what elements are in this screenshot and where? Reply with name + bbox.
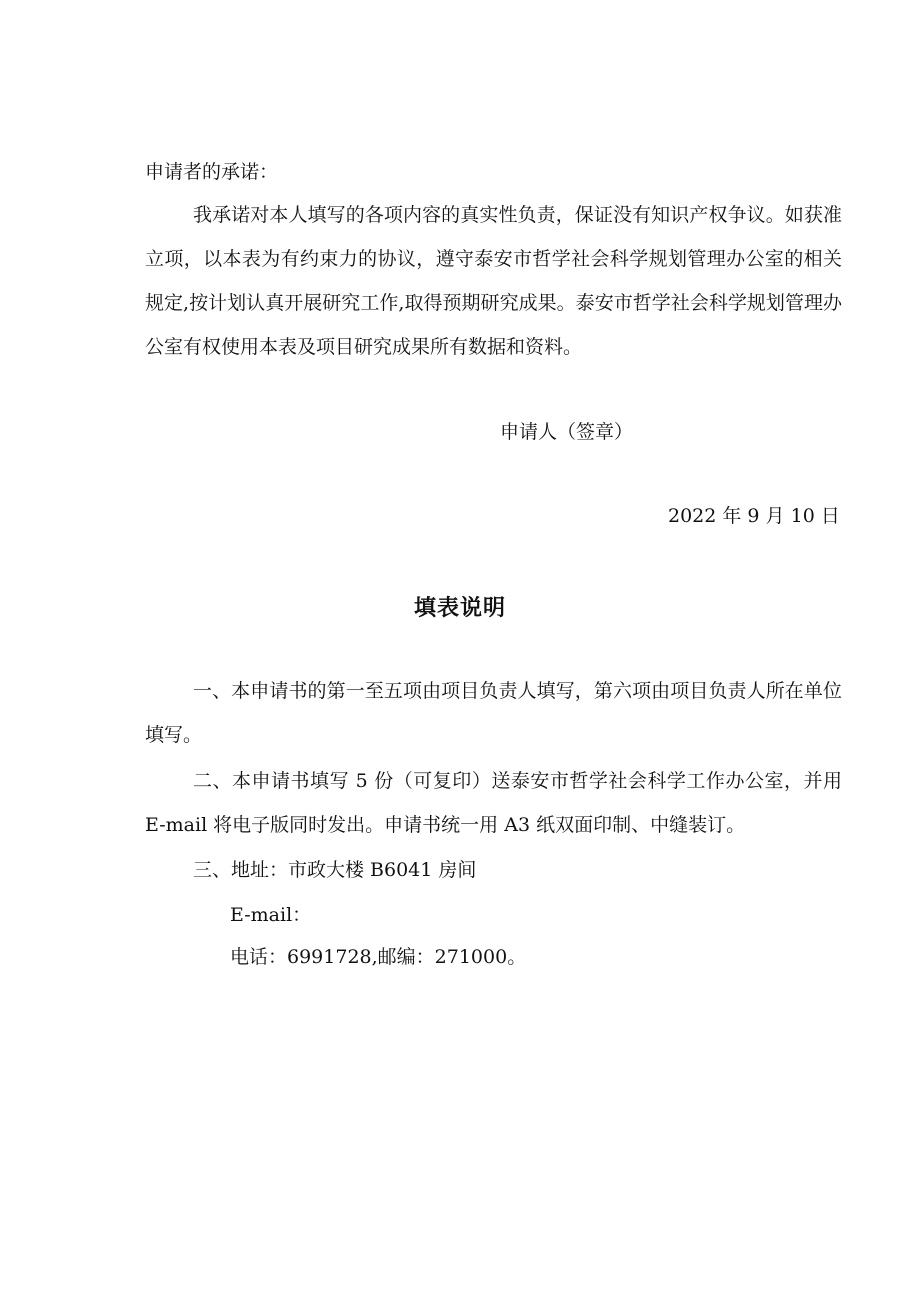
pledge-heading: 申请者的承诺： [145,161,279,183]
instruction-item-3-address: 三、地址：市政大楼 B6041 房间 [193,859,477,881]
instruction-item-2: 二、本申请书填写 5 份（可复印）送泰安市哲学社会科学工作办公室，并用 E-mail 将电子版同时发出。申请书统一用 A3 纸双面印制、中缝装订。 [145,770,842,836]
signature-label: 申请人（签章） [500,421,634,443]
instruction-item-1: 一、本申请书的第一至五项由项目负责人填写，第六项由项目负责人所在单位填写。 [145,680,842,746]
signature-date: 2022 年 9 月 10 日 [668,505,840,527]
email-label: E-mail： [230,904,312,926]
instructions-title: 填表说明 [413,596,506,621]
pledge-body: 我承诺对本人填写的各项内容的真实性负责，保证没有知识产权争议。如获准立项，以本表为有约束力的协议，遵守泰安市哲学社会科学规划管理办公室的相关规定,按计划认真开展研究工作,取得预期研究成果。泰安市哲学社会科学规划管理办公室有权使用本表及项目研究成果所有数据和资料。 [145,204,842,358]
phone-postcode-line: 电话：6991728,邮编：271000。 [230,946,527,968]
